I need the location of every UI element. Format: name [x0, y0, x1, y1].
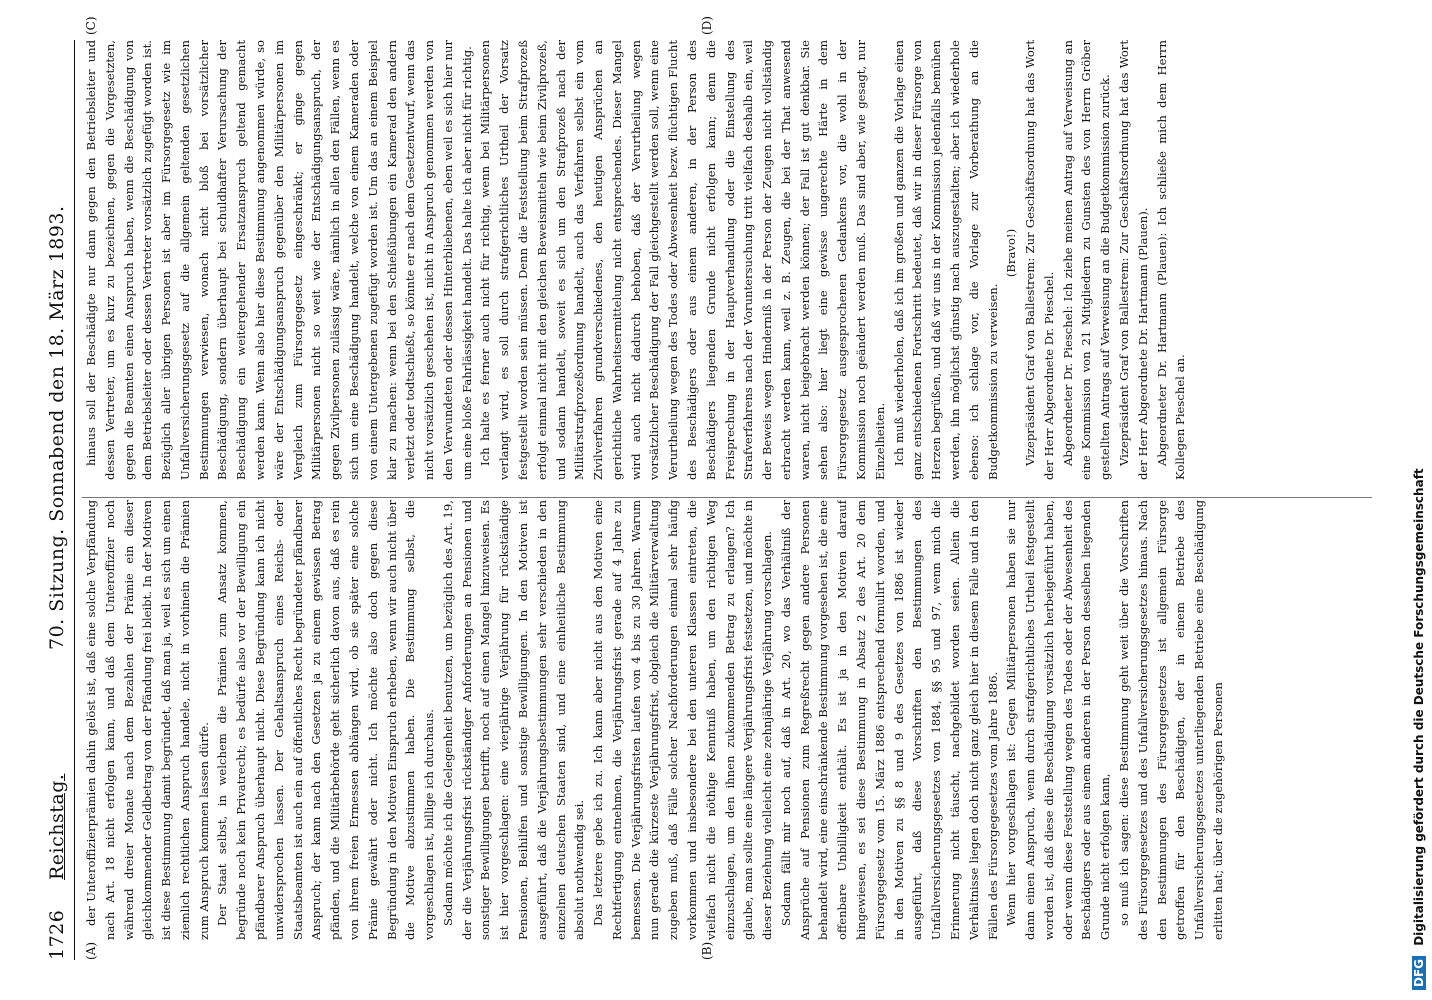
left-column [82, 500, 1372, 940]
paragraph: Der Staat selbst, in welchem die Prämien zum Ansatz kommen, begründe noch kein Privatrecht; es bedürfe also vor der Bewilligung ein pfändbarer Anspruch überhaupt nicht. Diese Begründung kann ich nicht unwidersprochen lassen. Der Gehaltsanspruch eines Reichs- oder Staatsbeamten ist auch ein auf öffentliches Recht begründeter pfändbarer Anspruch; der kann nach den Gesetzen ja zu einem gewissen Betrag pfänden, und die Militärbehörde geht sicherlich davon aus, daß es rein von ihrem freien Ermessen abhängen wird, ob sie später eine solche Prämie gewährt oder nicht. Ich möchte also doch gegen diese Begründung in den Motiven Einspruch erheben, wenn wir auch nicht über die Motive abzustimmen haben. Die Bestimmung selbst, die vorgeschlagen ist, billige ich durchaus. [215, 500, 437, 940]
paragraph: Sodann möchte ich die Gelegenheit benutzen, um bezüglich des Art. 19, der die Verjährungsfrist rückständiger Anforderungen an Pensionen und sonstiger Bewilligungen betrifft, noch auf einen Mangel hinzuweisen. Es ist hier vorgeschlagen: eine vierjährige Verjährung für rückständige Pensionen, Beihilfen und sonstige Bewilligungen. In den Motiven ist ausgeführt, daß die Verjährungsbestimmungen sehr verschieden in den einzelnen deutschen Staaten sind, und eine einheitliche Bestimmung absolut nothwendig sei. [440, 500, 587, 940]
margin-mark-d: (D) [700, 16, 714, 35]
session-date: 70. Sitzung. Sonnabend den 18. März 1893. [46, 205, 68, 650]
paragraph: so muß ich sagen: diese Bestimmung geht weit über die Vorschriften des Fürsorgegesetzes und des Unfallversicherungsgesetzes hinaus. Nach den Bestimmungen des Fürsorgegesetzes ist allgemein Fürsorge getroffen für den Beschädigten, der in einem Betriebe des Unfallversicherungsgesetzes unterliegenden Betriebe eine Beschädigung erlitten hat; über die zugehörigen Personen [1116, 500, 1225, 940]
paragraph: der Unteroffizierprämien dahin gelöst ist, daß eine solche Verpfändung nach Art. 18 nicht erfolgen kann, und daß dem Unteroffizier noch während dreier Monate nach dem Bezahlen der Prämie ein dieser gleichkommender Geldbetrag von der Pfändung frei bleibt. In der Motiven ist diese Bestimmung damit begründet, daß man ja, weil es sich um einen ziemlich rechtlichen Anspruch handele, nicht in vorhinein die Prämien zum Anspruch kommen lassen dürfe. [84, 500, 211, 940]
speaker-paragraph: Abgeordneter Dr. Pieschel: Ich ziehe meinen Antrag auf Verweisung an eine Kommission von 21 Mitgliedern zu Gunsten des von Herrn Gröber gestellten Antrags auf Verweisung an die Budgetkommission zurück. [1060, 40, 1113, 480]
publication-title: Reichstag. [46, 773, 68, 880]
paragraph: Ich halte es ferner auch nicht für richtig, wenn bei Militärpersonen verlangt wird, es soll durch strafgerichtliches Urtheil der Vorsatz festgestellt worden sein müssen. Denn die Feststellung beim Strafprozeß erfolgt einmal nicht mit den gleichen Beweismitteln wie beim Zivilprozeß, und sodann handelt, soweit es sich um den Strafprozeß nach der Militärstrafprozeßordnung handelt, auch das Verfahren selbst ein vom Zivilverfahren grundverschiedenes, den heutigen Ansprüchen an gerichtliche Wahrheitsermittelung nicht entsprechendes. Dieser Mangel wird auch nicht dadurch behoben, daß der Verurtheilung wegen vorsätzlicher Beschädigung der Fall gleichgestellt werden soll, wenn eine Verurtheilung wegen des Todes oder Abwesenheit bezw. flüchtigen Flucht des Beschädigers oder aus einem anderen, in der Person des Beschädigers liegenden Grunde nicht erfolgen kann; denn die Freisprechung in der Hauptverhandlung oder die Einstellung des Strafverfahrens nach der Voruntersuchung tritt vielfach deshalb ein, weil der Beweis wegen Hinderniß in der Person der Zeugen nicht vollständig erbracht werden kann, weil z. B. Zeugen, die bei der That anwesend waren, nicht beigebracht werden können; der Fall ist gut denkbar. Sie sehen also: hier liegt eine gewisse ungerechte Härte in dem Fürsorgegesetz ausgesprochenen Gedankens vor, die wohl in der Kommission noch geändert werden muß. Das sind aber, wie gesagt, nur Einzelheiten. [478, 40, 887, 480]
column-divider [82, 497, 1372, 498]
page-number: 1726 [46, 909, 68, 960]
speaker-paragraph: Vizepräsident Graf von Ballestrem: Zur Geschäftsordnung hat das Wort der Herr Abgeordnete Dr. Hartmann (Plauen). [1116, 40, 1150, 480]
page-header [40, 20, 68, 960]
applause-note: (Bravo!) [1004, 228, 1019, 278]
header-rule [74, 40, 75, 960]
margin-mark-c: (C) [84, 16, 98, 35]
margin-mark-a: (A) [84, 941, 98, 960]
paragraph: Sodann fällt mir noch auf, daß in Art. 20, wo das Verhältniß der Ansprüche auf Pensionen zum Regreßrecht gegen andere Personen behandelt wird, eine einschränkende Bestimmung vorgesehen ist, die eine offenbare Unbilligkeit enthält. Es ist ja in den Motiven darauf hingewiesen, es sei diese Bestimmung in Absatz 2 des Art. 20 dem Fürsorgegesetz vom 15. März 1886 entsprechend formulirt worden, und in den Motiven zu §§ 8 und 9 des Gesetzes von 1886 ist wieder ausgeführt, daß diese Vorschriften den Bestimmungen des Unfallversicherungsgesetzes von 1884, §§ 95 und 97, wenn mich die Erinnerung nicht täuscht, nachgebildet worden seien. Allein die Verhältnisse liegen doch nicht ganz gleich hier in diesem Falle und in den Fällen des Fürsorgegesetzes vom Jahre 1886. [778, 500, 1000, 940]
digitization-note: Digitalisierung gefördert durch die Deutsche Forschungsgemeinschaft [1412, 468, 1426, 946]
right-column [82, 40, 1372, 480]
speaker-paragraph: Vizepräsident Graf von Ballestrem: Zur Geschäftsordnung hat das Wort der Herr Abgeordnete Dr. Pieschel. [1023, 40, 1056, 480]
paragraph: hinaus soll der Beschädigte nur dann gegen den Betriebsleiter und dessen Vertreter, um es kurz zu bezeichnen, gegen die Vorgesetzten, gegen die Beamten einen Anspruch haben, wenn die Beschädigung von dem Betriebsleiter oder dessen Vertreter vorsätzlich zugefügt worden ist. Bezüglich aller übrigen Personen ist aber im Fürsorgegesetz wie im Unfallversicherungsgesetz auf die allgemein geltenden gesetzlichen Bestimmungen verwiesen, wonach nicht bloß bei vorsätzlicher Beschädigung, sondern überhaupt bei schuldhafter Verursachung der Beschädigung ein weitergehender Ersatzanspruch geltend gemacht werden kann. Wenn also hier diese Bestimmung angenommen würde, so wäre der Entschädigungsanspruch gegenüber den Militärpersonen im Vergleich zum Fürsorgegesetz eingeschränkt; er ginge gegen Militärpersonen nicht so weit wie der Entschädigungsanspruch, der gegen Zivilpersonen zulässig wäre, nämlich in allen den Fällen, wenn es sich um eine Beschädigung handelt, welche von einem Kameraden oder von einem Untergebenen zugefügt worden ist. Um das an einem Beispiel klar zu machen: wenn bei den Schießübungen ein Kamerad den andern verletzt oder todtschießt, so könnte er nach dem Gesetzentwurf, wenn das nicht vorsätzlich geschehen ist, nicht in Anspruch genommen werden von den Verwundeten oder dessen Hinterbliebenen, eben weil es sich hier nur um eine bloße Fahrlässigkeit handelt. Das halte ich aber nicht für richtig. [84, 40, 474, 480]
dfg-logo: DFG [1412, 956, 1426, 990]
paragraph: Wenn hier vorgeschlagen ist: Gegen Militärpersonen haben sie nur dann einen Anspruch, wenn durch strafgerichtliches Urtheil festgestellt worden ist, daß diese die Beschädigung vorsätzlich herbeigeführt haben, oder wenn diese Feststellung wegen des Todes oder der Abwesenheit des Beschädigers oder aus einem anderen in der Person desselben liegenden Grunde nicht erfolgen kann, [1004, 500, 1113, 940]
speaker-paragraph: Abgeordneter Dr. Hartmann (Plauen): Ich schließe mich dem Herrn Kollegen Pieschel an. [1154, 40, 1188, 480]
paragraph: Ich muß wiederholen, daß ich im großen und ganzen die Vorlage einen ganz entschiedenen Fortschritt bedeutet, daß wir in dieser Fürsorge von Herzen begrüßen, und daß wir uns in der Kommission jedenfalls bemühen werden, ihn möglichst günstig nach auszugestalten; aber ich wiederhole ebenso: ich schlage vor, die Vorlage zur Vorberathung an die Budgetkommission zu verweisen. [891, 40, 1000, 480]
paragraph: Das letztere gebe ich zu. Ich kann aber nicht aus den Motiven eine Rechtfertigung entnehmen, die Verjährungsfrist gerade auf 4 Jahre zu bemessen. Die Verjährungsfristen laufen von 4 bis zu 30 Jahren. Warum nun gerade die kürzeste Verjährungsfrist, obgleich die Militärverwaltung zugeben muß, daß Fälle solcher Nachforderungen einmal sehr häufig vorkommen und insbesondere bei den unteren Klassen eintreten, die vielfach nicht die nöthige Kenntniß haben, um den richtigen Weg einzuschlagen, um den ihnen zukommenden Betrag zu erlangen? Ich glaube, man sollte eine längere Verjährungsfrist festsetzen, und möchte in dieser Beziehung vielleicht eine zehnjährige Verjährung vorschlagen. [591, 500, 775, 940]
margin-mark-b: (B) [700, 941, 714, 960]
